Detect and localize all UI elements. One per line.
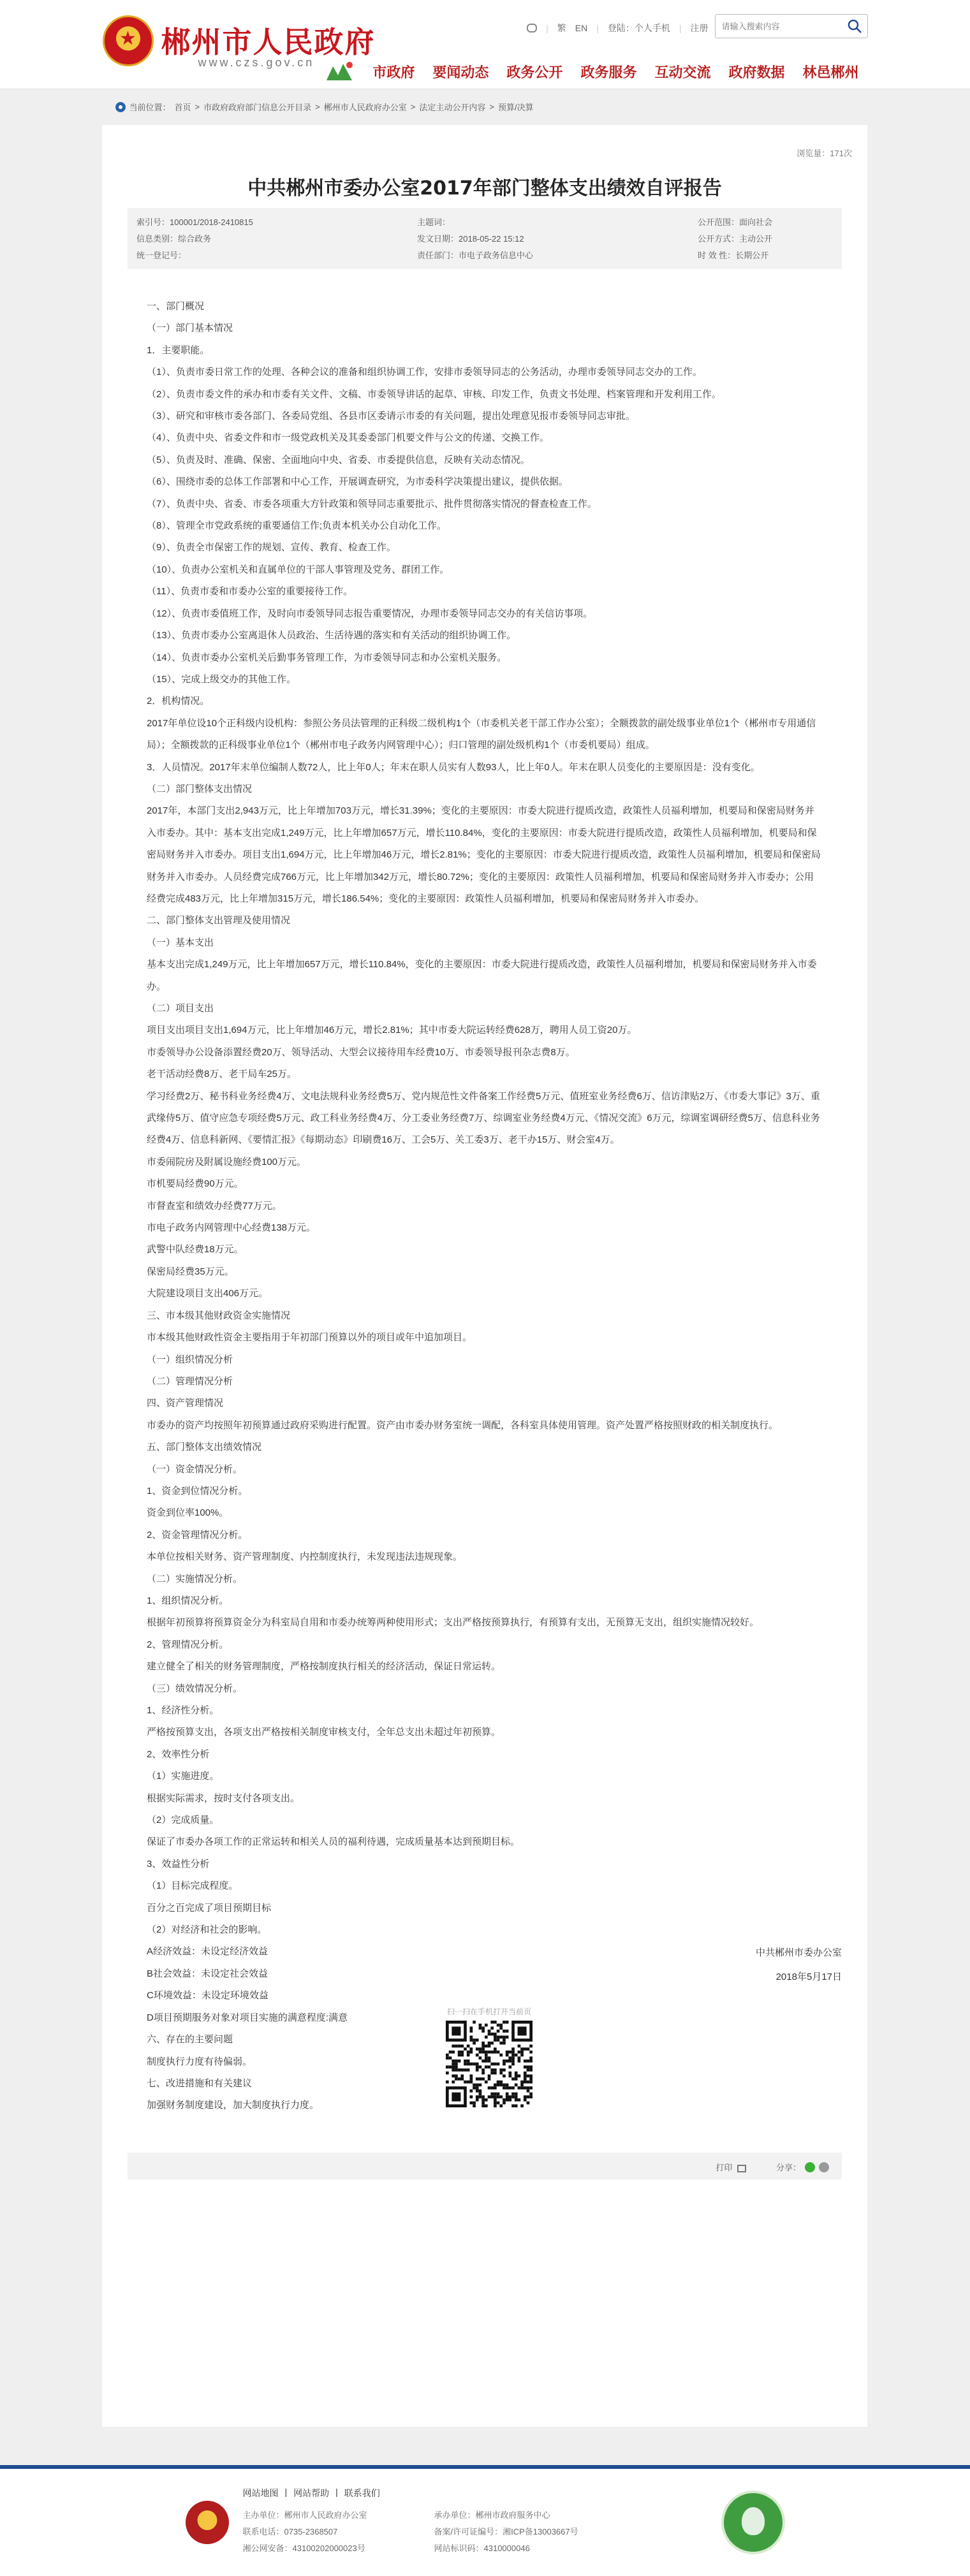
- article-paragraph: 百分之百完成了项目预期目标: [147, 1902, 272, 1914]
- footer-links: [243, 2487, 380, 2499]
- breadcrumb-separator: >: [315, 102, 320, 112]
- national-emblem-icon[interactable]: [103, 15, 154, 66]
- site-url: www.czs.gov.cn: [198, 56, 315, 69]
- article-paragraph: （4）、负责中央、省委文件和市一级党政机关及其委委部门机要文件与公文的传递、交换工作。: [147, 432, 549, 444]
- article-paragraph: （15）、完成上级交办的其他工作。: [147, 673, 297, 685]
- article-paragraph: A经济效益：未设定经济效益: [147, 1946, 268, 1958]
- wechat-share-icon[interactable]: [805, 2162, 815, 2172]
- article-paragraph: C环境效益：未设定环境效益: [147, 1990, 268, 2002]
- login-link[interactable]: 登陆：个人手机: [607, 23, 670, 33]
- qr-code-icon: [446, 2021, 533, 2107]
- article-paragraph: （13）、负责市委办公室离退休人员政治、生活待遇的落实和有关活动的组织协调工作。: [147, 630, 517, 641]
- weibo-share-icon[interactable]: [819, 2162, 829, 2172]
- article-paragraph: （5）、负责及时、准确、保密、全面地向中央、省委、市委提供信息，反映有关动态情况。: [147, 454, 530, 465]
- article-paragraph: 严格按预算支出，各项支出严格按相关制度审核支付，全年总支出未超过年初预算。: [147, 1727, 501, 1738]
- article-paragraph: 基本支出完成1,249万元，比上年增加657万元，增长110.84%，变化的主要原因：市委大院进行提质改造，政策性人员福利增加，机要局和保密局财务并入市委办。: [147, 959, 817, 992]
- article-paragraph: 二、部门整体支出管理及使用情况: [147, 915, 291, 926]
- footer-police[interactable]: 湘公网安备：43100202000023号: [242, 2543, 365, 2553]
- article-paragraph: 项目支出项目支出1,694万元，比上年增加46万元，增长2.81%；其中市委大院运转经费628万，聘用人员工资20万。: [147, 1025, 637, 1036]
- article-paragraph: 大院建设项目支出406万元。: [147, 1288, 268, 1299]
- article-paragraph: 根据实际需求，按时支付各项支出。: [147, 1792, 300, 1804]
- article-paragraph: 三、市本级其他财政资金实施情况: [147, 1310, 291, 1321]
- article-paragraph: 1、组织情况分析。: [147, 1595, 229, 1606]
- gov-site-badge-icon[interactable]: [721, 2491, 785, 2554]
- article-paragraph: 学习经费2万、秘书科业务经费4万、文电法规科业务经费5万、党内规范性文件备案工作经费5万元、值班室业务经费6万、信访津贴2万、《市委大事记》3万、重武缘侍5万、值守应急专项经费5万元、政工科业务经费4万、分工委业务经费7万、综调室业务经费4万元、《情况交流》6万元，综调室调研经费5万、信息科业务经费4万、信息科新网、《要情汇报》《每期动态》印刷费16万、工会5万、关工委3万、老干办15万、财会室4万。: [147, 1090, 820, 1146]
- article-paragraph: （2）、负责市委文件的承办和市委有关文件、文稿、市委领导讲话的起草、审核、印发工作，负责文书处理、档案管理和开发利用工作。: [147, 388, 721, 400]
- meta-row: [136, 216, 833, 230]
- article-paragraph: 2、效率性分析: [147, 1748, 210, 1760]
- meta-method: 公开方式：主动公开: [698, 234, 773, 244]
- article-paragraph: 2017年单位设10个正科级内设机构：参照公务员法管理的正科级二级机构1个（市委机关老干部工作办公室）；全额拨款的副处级事业单位1个（郴州市专用通信局）；全额拨款的正科级事业单位1个（郴州市电子政务内网管理中心）；归口管理的副处级机构1个（市委机要局）组成。: [147, 717, 816, 751]
- article-title: 中共郴州市委办公室2017年部门整体支出绩效自评报告: [247, 177, 722, 200]
- article-paragraph: 保证了市委办各项工作的正常运转和相关人员的福利待遇，完成质量基本达到预期目标。: [147, 1836, 520, 1848]
- article-paragraph: 市本级其他财政性资金主要指用于年初部门预算以外的项目或年中追加项目。: [147, 1332, 473, 1343]
- footer-operator: 承办单位：郴州市政府服务中心: [434, 2510, 550, 2520]
- footer-host: 主办单位：郴州市人民政府办公室: [242, 2510, 367, 2520]
- article-paragraph: （1）实施进度。: [147, 1771, 219, 1782]
- meta-category: 信息类别：综合政务: [136, 234, 212, 244]
- article-paragraph: （1）目标完成程度。: [147, 1880, 239, 1892]
- share-bar: [128, 2153, 842, 2179]
- breadcrumb-home[interactable]: 首页: [174, 103, 191, 112]
- article-paragraph: （12）、负责市委值班工作，及时向市委领导同志报告重要情况，办理市委领导同志交办的有关信访事项。: [147, 608, 593, 619]
- signature-org: 中共郴州市委办公室: [755, 1947, 842, 1958]
- meta-validity: 时 效 性：长期公开: [698, 251, 769, 260]
- breadcrumb-separator: >: [489, 102, 494, 112]
- site-title[interactable]: 郴州市人民政府: [161, 25, 376, 59]
- footer-phone: 联系电话：0735-2368507: [242, 2527, 338, 2536]
- breadcrumb-bar: [0, 89, 970, 125]
- meta-row: [136, 249, 833, 263]
- location-icon: [115, 102, 126, 112]
- article-paragraph: （8）、管理全市党政系统的重要通信工作;负责本机关办公自动化工作。: [147, 520, 447, 532]
- article-paragraph: （11）、负责市委和市委办公室的重要接待工作。: [147, 586, 353, 597]
- meta-subject: 主题词：: [417, 217, 451, 227]
- article-paragraph: （二）管理情况分析: [147, 1375, 233, 1387]
- article-paragraph: 老干活动经费8万、老干局车25万。: [147, 1069, 297, 1080]
- article-paragraph: （2）对经济和社会的影响。: [147, 1924, 267, 1936]
- article-paragraph: 五、部门整体支出绩效情况: [147, 1442, 262, 1453]
- article-signature: [756, 1941, 842, 1989]
- breadcrumb-separator: >: [195, 102, 200, 112]
- meta-index-no: 索引号：100001/2018-2410815: [136, 217, 253, 227]
- site-header: [0, 0, 970, 89]
- print-label: 打印: [716, 2163, 733, 2172]
- article-paragraph: 市委领导办公设备添置经费20万、领导活动、大型会议接待用车经费10万、市委领导报刊杂志费8万。: [147, 1046, 575, 1058]
- article-paragraph: （9）、负责全市保密工作的规划、宣传、教育、检查工作。: [147, 542, 396, 553]
- article-paragraph: 建立健全了相关的财务管理制度，严格按制度执行相关的经济活动，保证日常运转。: [147, 1661, 501, 1672]
- view-count: 浏览量：171次: [797, 149, 852, 158]
- footer-emblem-icon: [186, 2501, 229, 2544]
- article-paragraph: 1．主要职能。: [147, 344, 210, 356]
- footer-link-contact[interactable]: 联系我们: [344, 2488, 380, 2498]
- breadcrumb-prefix: 当前位置：: [129, 103, 171, 112]
- search-box: [715, 14, 868, 38]
- traditional-chinese-link[interactable]: 繁: [557, 23, 566, 33]
- article-paragraph: 3．人员情况。2017年末单位编制人数72人，比上年0人；年末在职人员实有人数93人，比上年0人。年末在职人员变化的主要原因是：没有变化。: [147, 761, 760, 773]
- article-paragraph: B社会效益：未设定社会效益: [147, 1968, 268, 1979]
- print-button[interactable]: [716, 2161, 746, 2173]
- article-paragraph: 2017年，本部门支出2,943万元，比上年增加703万元，增长31.39%；变化的主要原因：市委大院进行提质改造，政策性人员福利增加，机要局和保密局财务并入市委办。其中：基本支出完成1,249万元，比上年增加657万元，增长110.84%，变化的主要原因：市委大院进行提质改造，政策性人员福利增加，机要局和保密局财务并入市委办。项目支出1,694万元，比上年增加46万元，增长2.81%；变化的主要原因：市委大院进行提质改造，政策性人员福利增加，机要局和保密局财务并入市委办。人员经费完成766万元，比上年增加342万元，增长80.72%；变化的主要原因：政策性人员福利增加，机要局和保密局财务并入市委办；公用经费完成483万元，比上年增加315万元，增长186.54%；变化的主要原因：政策性人员福利增加，机要局和保密局财务并入市委办。: [147, 805, 821, 904]
- footer-site-code: 网站标识码：4310000046: [434, 2543, 530, 2553]
- main-nav: [324, 59, 867, 84]
- article-paragraph: 2、管理情况分析。: [147, 1639, 229, 1650]
- article-paragraph: （2）完成质量。: [147, 1815, 219, 1826]
- article-paragraph: 市电子政务内网管理中心经费138万元。: [147, 1222, 316, 1234]
- signature-date: 2018年5月17日: [775, 1972, 842, 1982]
- breadcrumb-gov-office[interactable]: 郴州市人民政府办公室: [323, 103, 407, 112]
- wechat-icon[interactable]: [527, 24, 537, 33]
- register-link[interactable]: 注册: [690, 23, 709, 33]
- article-paragraph: 2、资金管理情况分析。: [147, 1529, 248, 1540]
- article-paragraph: 1、资金到位情况分析。: [147, 1485, 248, 1497]
- article-paragraph: 市督查室和绩效办经费77万元。: [147, 1200, 282, 1211]
- article-paragraph: 市委闹院房及附属设施经费100万元。: [147, 1156, 307, 1167]
- nav-item-news[interactable]: 要闻动态: [432, 64, 489, 81]
- share-group: [776, 2161, 829, 2173]
- search-icon[interactable]: [847, 18, 862, 34]
- meta-dept: 责任部门：市电子政务信息中心: [417, 251, 534, 260]
- nav-item-gov-data[interactable]: 政府数据: [728, 64, 785, 81]
- nav-item-gov-affairs-public[interactable]: 政务公开: [506, 64, 563, 81]
- article-paragraph: 加强财务制度建设，加大制度执行力度。: [147, 2100, 320, 2111]
- article-paragraph: 一、部门概况: [147, 301, 205, 312]
- article-paragraph: 1、经济性分析。: [147, 1705, 219, 1716]
- meta-row: [136, 232, 833, 246]
- article-paragraph: （二）部门整体支出情况: [147, 783, 253, 794]
- divider: |: [679, 23, 682, 33]
- nav-item-gov-services[interactable]: 政务服务: [580, 64, 637, 81]
- breadcrumb-public-content[interactable]: 法定主动公开内容: [419, 103, 486, 112]
- article-paragraph: 七、改进措施和有关建议: [147, 2077, 253, 2089]
- article-paragraph: （1）、负责市委日常工作的处理、各种会议的准备和组织协调工作，安排市委领导同志的公务活动，办理市委领导同志交办的工作。: [147, 367, 702, 378]
- site-footer: [0, 2465, 970, 2576]
- article-paragraph: 市委办的资产均按照年初预算通过政府采购进行配置。资产由市委办财务室统一调配，各科室具体使用管理。资产处置严格按照财政的相关制度执行。: [147, 1419, 779, 1431]
- article-paragraph: D项目预期服务对象对项目实施的满意程度:满意: [147, 2012, 348, 2023]
- qr-label: 扫一扫在手机打开当前页: [446, 2007, 531, 2016]
- article-paragraph: （三）绩效情况分析。: [147, 1683, 243, 1694]
- article-paragraph: （一）资金情况分析。: [147, 1463, 243, 1475]
- top-links: [527, 22, 708, 34]
- article-paragraph: （二）项目支出: [147, 1003, 214, 1014]
- qr-section: [445, 2006, 534, 2111]
- share-label: 分享：: [775, 2163, 801, 2172]
- nav-item-linyi-chenzhou[interactable]: 林邑郴州: [802, 64, 859, 81]
- print-icon: [737, 2165, 746, 2172]
- article-paragraph: 2．机构情况。: [147, 696, 210, 707]
- search-input[interactable]: [716, 15, 841, 38]
- nav-item-city-government[interactable]: 市政府: [372, 64, 415, 81]
- article-paragraph: 制度执行力度有待偏弱。: [147, 2056, 253, 2067]
- footer-icp[interactable]: 备案/许可证编号：湘ICP备13003667号: [434, 2527, 578, 2536]
- divider: |: [284, 2487, 288, 2497]
- article-paragraph: （6）、围绕市委的总体工作部署和中心工作，开展调查研究，为市委科学决策提出建议，提供依据。: [147, 476, 568, 488]
- article-paragraph: （14）、负责市委办公室机关后勤事务管理工作，为市委领导同志和办公室机关服务。: [147, 652, 507, 663]
- article-paragraph: （一）基本支出: [147, 937, 214, 948]
- article-card: [102, 125, 867, 2427]
- article-paragraph: （10）、负责办公室机关和直属单位的干部人事管理及党务、群团工作。: [147, 564, 450, 575]
- nav-item-interaction[interactable]: 互动交流: [654, 64, 711, 81]
- footer-link-sitemap[interactable]: 网站地图: [242, 2488, 279, 2498]
- article-paragraph: 市机要局经费90万元。: [147, 1178, 244, 1190]
- article-paragraph: （一）组织情况分析: [147, 1354, 233, 1365]
- linyi-logo-icon: [324, 59, 357, 84]
- footer-link-help[interactable]: 网站帮助: [293, 2488, 330, 2498]
- divider: |: [546, 23, 548, 33]
- breadcrumb: [115, 89, 855, 113]
- divider: |: [335, 2487, 338, 2497]
- meta-scope: 公开范围：面向社会: [698, 217, 773, 227]
- article-paragraph: 武警中队经费18万元。: [147, 1244, 244, 1255]
- article-paragraph: 资金到位率100%。: [147, 1507, 229, 1519]
- divider: |: [596, 23, 599, 33]
- article-paragraph: 3、效益性分析: [147, 1858, 210, 1870]
- breadcrumb-budget[interactable]: 预算/决算: [497, 103, 534, 112]
- meta-date: 发文日期：2018-05-22 15:12: [417, 234, 524, 244]
- english-link[interactable]: EN: [575, 23, 588, 33]
- article-paragraph: （7）、负责中央、省委、市委各项重大方针政策和领导同志重要批示、批件贯彻落实情况的督查检查工作。: [147, 498, 597, 509]
- article-paragraph: 六、存在的主要问题: [147, 2034, 233, 2045]
- meta-code: 统一登记号：: [136, 251, 187, 260]
- article-body: [147, 296, 823, 2117]
- breadcrumb-dept-catalog[interactable]: 市政府政府部门信息公开目录: [203, 103, 312, 112]
- article-paragraph: 根据年初预算将预算资金分为科室局自用和市委办统筹两种使用形式；支出严格按预算执行，有预算有支出，无预算无支出，组织实施情况较好。: [147, 1617, 760, 1628]
- article-paragraph: （二）实施情况分析。: [147, 1573, 243, 1584]
- article-paragraph: 四、资产管理情况: [147, 1398, 224, 1409]
- article-paragraph: （3）、研究和审核市委各部门、各委局党组、各县市区委请示市委的有关问题，提出处理意见报市委领导同志审批。: [147, 411, 635, 422]
- breadcrumb-separator: >: [410, 102, 416, 112]
- article-paragraph: （一）部门基本情况: [147, 323, 233, 334]
- article-meta: [128, 208, 842, 269]
- article-paragraph: 本单位按相关财务、资产管理制度、内控制度执行，未发现违法违规现象。: [147, 1551, 463, 1563]
- article-paragraph: 保密局经费35万元。: [147, 1266, 234, 1277]
